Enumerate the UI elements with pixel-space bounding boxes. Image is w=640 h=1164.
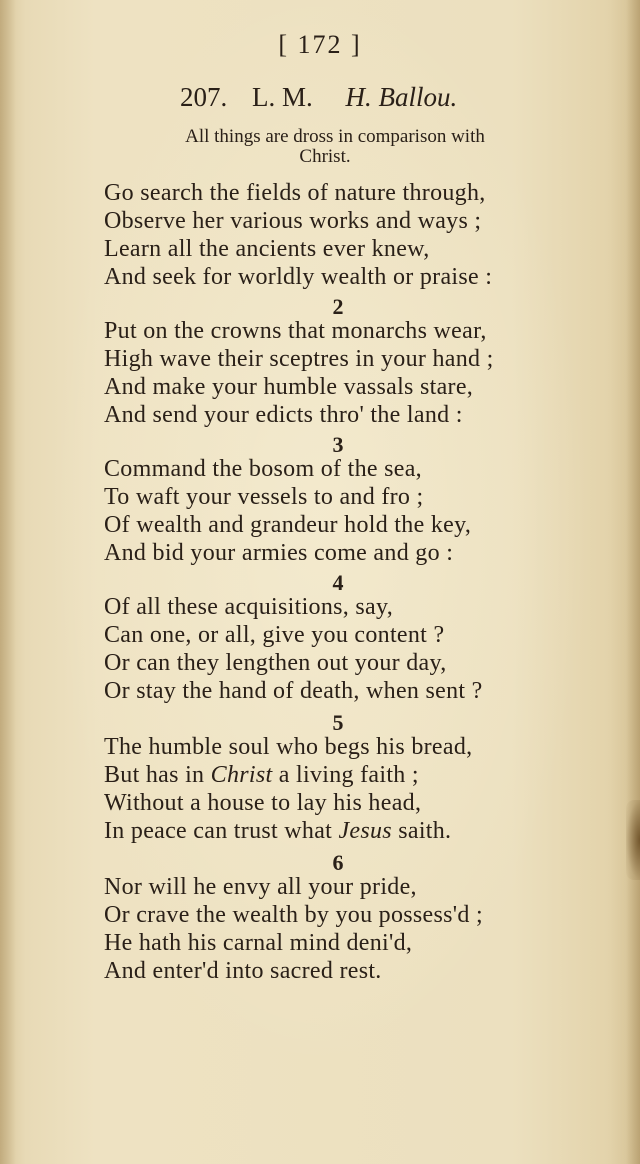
- stanza-5-line-2-emphasis: Christ: [210, 762, 273, 788]
- stanza-3-line-1: Command the bosom of the sea,: [104, 456, 422, 482]
- stanza-4-line-2: Can one, or all, give you content ?: [104, 622, 445, 648]
- stanza-4-line-1: Of all these acquisitions, say,: [104, 594, 394, 620]
- hymn-author: H. Ballou.: [345, 82, 458, 112]
- stanza-2-line-4: And send your edicts thro' the land :: [104, 402, 463, 428]
- stanza-5-line-2: [104, 762, 419, 789]
- stanza-2-line-2: High wave their sceptres in your hand ;: [104, 346, 494, 372]
- stanza-6-number: 6: [332, 850, 344, 875]
- page-number: [ 172 ]: [278, 30, 362, 59]
- stanza-3-line-2: To waft your vessels to and fro ;: [104, 484, 424, 510]
- stanza-3-line-3: Of wealth and grandeur hold the key,: [104, 512, 472, 538]
- hymn-subtitle-line-1: All things are dross in comparison with: [185, 126, 485, 147]
- stanza-5-line-4-start: In peace can trust what: [104, 818, 339, 844]
- hymn-subtitle-line-2: Christ.: [299, 146, 351, 167]
- stanza-3-number: 3: [332, 432, 344, 457]
- stanza-5-line-1: The humble soul who begs his bread,: [104, 734, 473, 760]
- hymn-header: [180, 82, 510, 113]
- stanza-3-line-4: And bid your armies come and go :: [104, 540, 454, 566]
- stanza-2-line-1: Put on the crowns that monarchs wear,: [104, 318, 487, 344]
- stanza-5-line-4: [104, 818, 451, 845]
- stanza-4-line-4: Or stay the hand of death, when sent ?: [104, 678, 483, 704]
- hymn-meter: L. M.: [252, 82, 313, 112]
- stanza-5-number: 5: [332, 710, 344, 735]
- stanza-5-line-2-start: But has in: [104, 762, 211, 788]
- stanza-5-line-4-emphasis: Jesus: [338, 818, 392, 844]
- stanza-6-line-1: Nor will he envy all your pride,: [104, 874, 417, 900]
- stanza-4-line-3: Or can they lengthen out your day,: [104, 650, 447, 676]
- stanza-1-line-4: And seek for worldly wealth or praise :: [104, 264, 493, 290]
- stanza-1-line-2: Observe her various works and ways ;: [104, 208, 482, 234]
- stanza-1-line-1: Go search the fields of nature through,: [104, 180, 486, 206]
- stanza-2-number: 2: [332, 294, 344, 319]
- stanza-5-line-3: Without a house to lay his head,: [104, 790, 422, 816]
- stanza-5-line-4-end: saith.: [391, 818, 452, 844]
- stanza-6-line-2: Or crave the wealth by you possess'd ;: [104, 902, 483, 928]
- hymn-number: 207.: [180, 82, 228, 112]
- stanza-1-line-3: Learn all the ancients ever knew,: [104, 236, 430, 262]
- stanza-4-number: 4: [332, 570, 344, 595]
- stanza-6-line-4: And enter'd into sacred rest.: [104, 958, 382, 984]
- stanza-6-line-3: He hath his carnal mind deni'd,: [104, 930, 413, 956]
- stanza-5-line-2-end: a living faith ;: [272, 762, 419, 788]
- stanza-2-line-3: And make your humble vassals stare,: [104, 374, 474, 400]
